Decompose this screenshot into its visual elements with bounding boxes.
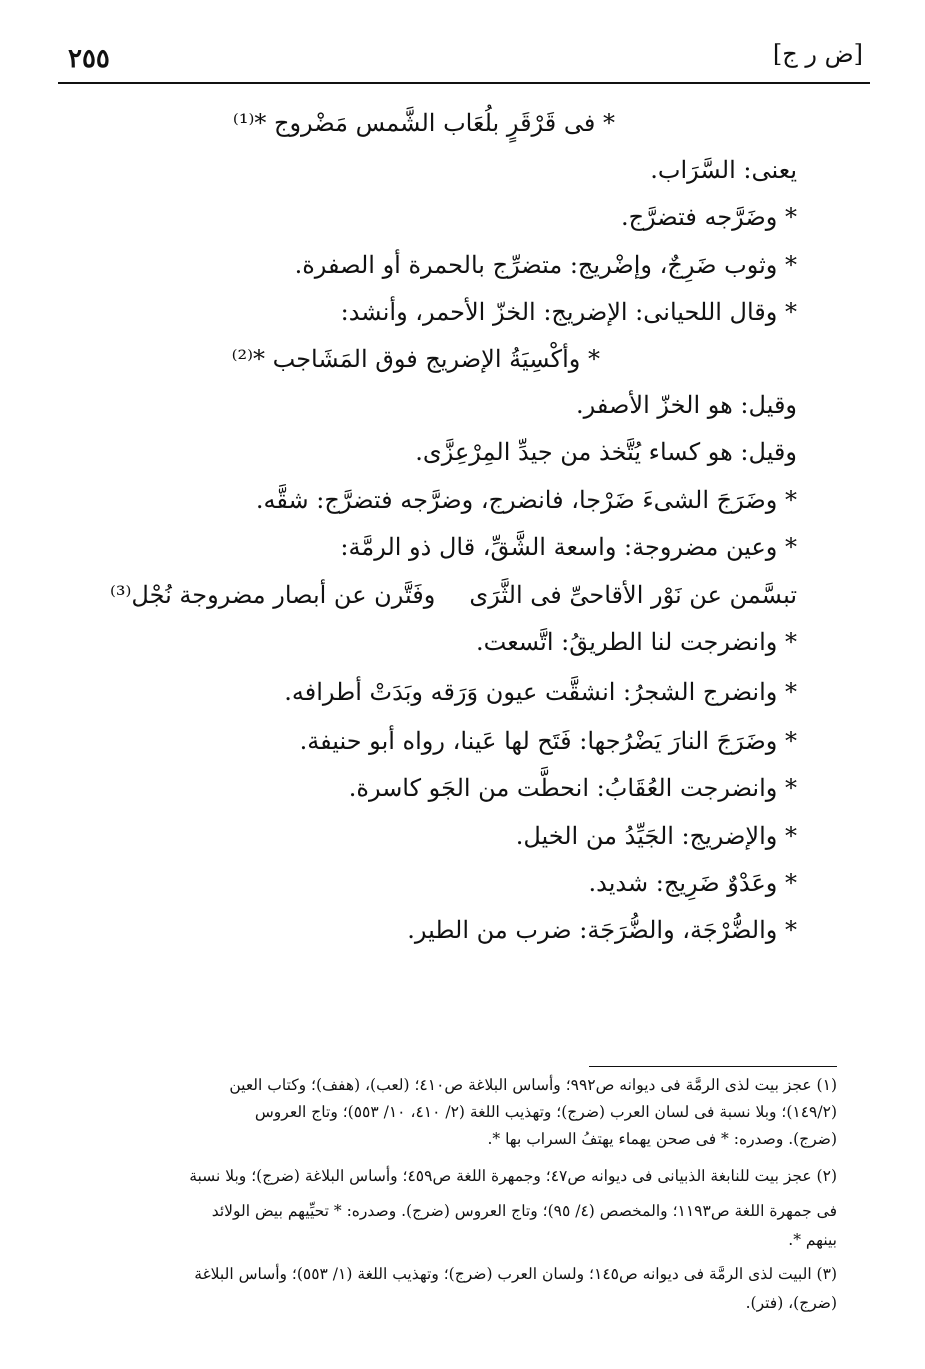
entry-line: وقيل: هو كساء يُتَّخذ من جيدِّ المِرْعِزَّى.	[415, 438, 797, 466]
footnote-line: فى جمهرة اللغة ص١١٩٣؛ والمخصص (٤/ ٩٥)؛ وتاج العروس (ضرج). وصدره: * تحيِّيهم بيض الولائد	[211, 1202, 837, 1220]
footnote-line: (ضرج). وصدره: * فى صحن يهماء يهتفُ السراب بها *.	[487, 1130, 837, 1148]
footnote-line: (١٤٩/٢)؛ وبلا نسبة فى لسان العرب (ضرج)؛ وتهذيب اللغة (٢/ ٤١٠، ١٠/ ٥٥٣)؛ وتاج العروس	[254, 1103, 837, 1121]
entry-line: * وضَرَّجه فتضرَّج.	[620, 203, 797, 231]
verse-second-hemistich: وفَتَّرن عن أبصار مضروجة نُجْل⁽³⁾	[110, 581, 436, 609]
entry-line: * والضُّرْجَة، والضُّرَجَة: ضرب من الطير.	[407, 916, 797, 944]
header-rule	[58, 82, 870, 84]
entry-line: * وانضرجت العُقَابُ: انحطَّت من الجَو كاسرة.	[348, 774, 797, 802]
footnote-line: (١) عجز بيت لذى الرمَّة فى ديوانه ص٩٩٢؛ وأساس البلاغة ص٤١٠؛ (لعب)، (هفف)؛ وكتاب العين	[229, 1076, 837, 1094]
entry-line: * وعين مضروجة: واسعة الشَّقِّ، قال ذو الرمَّة:	[340, 533, 797, 561]
entry-line: * وأكْسِيَةُ الإضريج فوق المَشَاجب *⁽²⁾	[231, 345, 600, 373]
entry-line: * فى قَرْقَرٍ بلُعَاب الشَّمس مَضْروج *⁽¹⁾	[232, 109, 615, 137]
header-root-letters: [ض ر ج]	[772, 40, 863, 68]
entry-line: * وانضرج الشجرُ: انشقَّت عيون وَرَقه وبَدَتْ أطرافه.	[284, 678, 797, 706]
footnote-line: (ضرج)، (فتر).	[745, 1294, 837, 1312]
footnote-rule	[589, 1066, 837, 1067]
entry-line: * وثوب ضَرِجٌ، وإضْريج: متضرِّج بالحمرة أو الصفرة.	[294, 251, 797, 279]
page-number: ٢٥٥	[68, 44, 110, 74]
entry-line: * والإضريج: الجَيِّدُ من الخيل.	[515, 822, 797, 850]
entry-line: يعنى: السَّرَاب.	[650, 156, 797, 184]
entry-line: * وضَرَجَ النارَ يَضْرُجها: فَتَح لها عَينا، رواه أبو حنيفة.	[299, 727, 797, 755]
verse-first-hemistich: تبسَّمن عن نَوْر الأقاحىِّ فى الثَّرَى	[469, 581, 797, 609]
footnote-line: (٣) البيت لذى الرمَّة فى ديوانه ص١٤٥؛ ولسان العرب (ضرج)؛ وتهذيب اللغة (١/ ٥٥٣)؛ وأساس البلاغة	[194, 1265, 837, 1283]
entry-line: * وعَدْوٌ ضَرِيج: شديد.	[588, 869, 797, 897]
entry-line: * وقال اللحيانى: الإضريج: الخزّ الأحمر، وأنشد:	[340, 298, 797, 326]
entry-line: * وضَرَجَ الشىءَ ضَرْجا، فانضرج، وضرَّجه فتضرَّج: شقَّه.	[255, 486, 797, 514]
entry-line: * وانضرجت لنا الطريقُ: اتَّسعت.	[476, 628, 797, 656]
entry-line: وقيل: هو الخزّ الأصفر.	[576, 391, 797, 419]
footnote-line: بينهم *.	[788, 1231, 837, 1249]
footnote-line: (٢) عجز بيت للنابغة الذبيانى فى ديوانه ص٤٧؛ وجمهرة اللغة ص٤٥٩؛ وأساس البلاغة (ضرج)؛ وبلا نسبة	[189, 1167, 837, 1185]
